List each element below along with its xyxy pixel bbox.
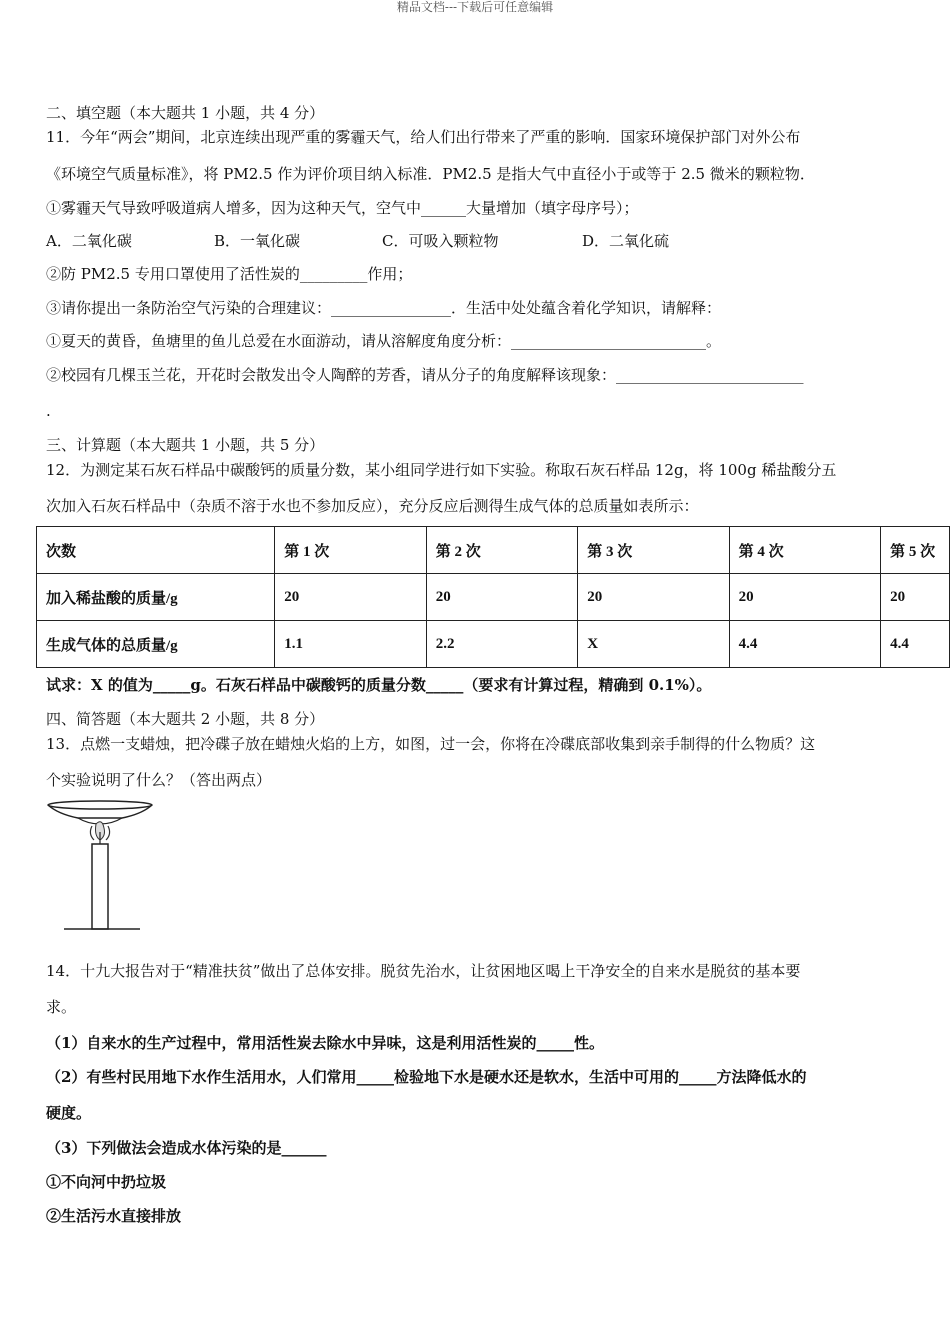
q11-options [46,232,669,250]
option-b: B．一氧化碳 [214,232,301,250]
q14-option-1: ①不向河中扔垃圾 [46,1173,167,1191]
table-cell: 20 [578,574,729,621]
section-3-title: 三、计算题（本大题共 1 小题，共 5 分） [46,436,325,454]
q13-line-1: 13．点燃一支蜡烛，把冷碟子放在蜡烛火焰的上方，如图，过一会，你将在冷碟底部收集到亲手制得的什么物质？这 [46,735,816,753]
q14-sub-2b: 硬度。 [46,1104,92,1122]
table-cell: 4.4 [729,621,880,668]
q11-sub-5: ②校园有几棵玉兰花，开花时会散发出令人陶醉的芳香，请从分子的角度解释该现象：_________________________ [46,366,804,384]
table-row [37,574,950,621]
q11-line-1: 11．今年“两会”期间，北京连续出现严重的雾霾天气，给人们出行带来了严重的影响．国家环境保护部门对外公布 [46,128,801,146]
q11-trailing-dot: . [46,402,51,420]
q11-line-2: 《环境空气质量标准》，将 PM2.5 作为评价项目纳入标准．PM2.5 是指大气中直径小于或等于 2.5 微米的颗粒物． [46,165,815,183]
table-header: 第 5 次 [881,527,950,574]
q11-sub-4: ①夏天的黄昏，鱼塘里的鱼儿总爱在水面游动，请从溶解度角度分析：__________________________。 [46,332,722,350]
q14-line-1: 14．十九大报告对于“精准扶贫”做出了总体安排。脱贫先治水，让贫困地区喝上干净安全的自来水是脱贫的基本要 [46,962,801,980]
table-cell: 4.4 [881,621,950,668]
q12-line-1: 12．为测定某石灰石样品中碳酸钙的质量分数，某小组同学进行如下实验。称取石灰石样品 12g，将 100g 稀盐酸分五 [46,461,837,479]
table-row [37,621,950,668]
q11-sub-2: ②防 PM2.5 专用口罩使用了活性炭的_________作用； [46,265,413,283]
candle-dish-figure [44,796,164,936]
table-cell: 生成气体的总质量/g [37,621,275,668]
q13-line-2: 个实验说明了什么？（答出两点） [46,771,272,789]
table-cell: X [578,621,729,668]
table-cell: 20 [729,574,880,621]
q14-option-2: ②生活污水直接排放 [46,1207,182,1225]
section-4-title: 四、简答题（本大题共 2 小题，共 8 分） [46,710,325,728]
table-header: 第 1 次 [275,527,426,574]
table-cell: 20 [426,574,577,621]
table-header-row [37,527,950,574]
option-a: A．二氧化碳 [46,232,132,250]
section-2-title: 二、填空题（本大题共 1 小题，共 4 分） [46,104,325,122]
table-cell: 1.1 [275,621,426,668]
results-table [36,526,950,668]
q14-sub-2: （2）有些村民用地下水作生活用水，人们常用_____检验地下水是硬水还是软水，生活中可用的_____方法降低水的 [46,1068,807,1086]
q14-line-2: 求。 [46,998,77,1016]
q11-sub-1: ①雾霾天气导致呼吸道病人增多，因为这种天气，空气中______大量增加（填字母序号）； [46,199,639,217]
page-header: 精品文档---下载后可任意编辑 [396,0,554,14]
q14-sub-1: （1）自来水的生产过程中，常用活性炭去除水中异味，这是利用活性炭的_____性。 [46,1034,604,1052]
table-cell: 20 [275,574,426,621]
q14-sub-3: （3）下列做法会造成水体污染的是______ [46,1139,327,1157]
q12-ask: 试求：X 的值为_____g。石灰石样品中碳酸钙的质量分数_____（要求有计算过程，精确到 0.1%）。 [46,676,712,694]
table-cell: 20 [881,574,950,621]
q12-line-2: 次加入石灰石样品中（杂质不溶于水也不参加反应），充分反应后测得生成气体的总质量如表所示： [46,497,699,515]
table-header: 次数 [37,527,275,574]
table-header: 第 4 次 [729,527,880,574]
table-cell: 加入稀盐酸的质量/g [37,574,275,621]
table-cell: 2.2 [426,621,577,668]
table-header: 第 2 次 [426,527,577,574]
table-header: 第 3 次 [578,527,729,574]
option-c: C．可吸入颗粒物 [382,232,499,250]
q11-sub-3: ③请你提出一条防治空气污染的合理建议：________________．生活中处处蕴含着化学知识，请解释： [46,299,722,317]
option-d: D．二氧化硫 [582,232,670,250]
